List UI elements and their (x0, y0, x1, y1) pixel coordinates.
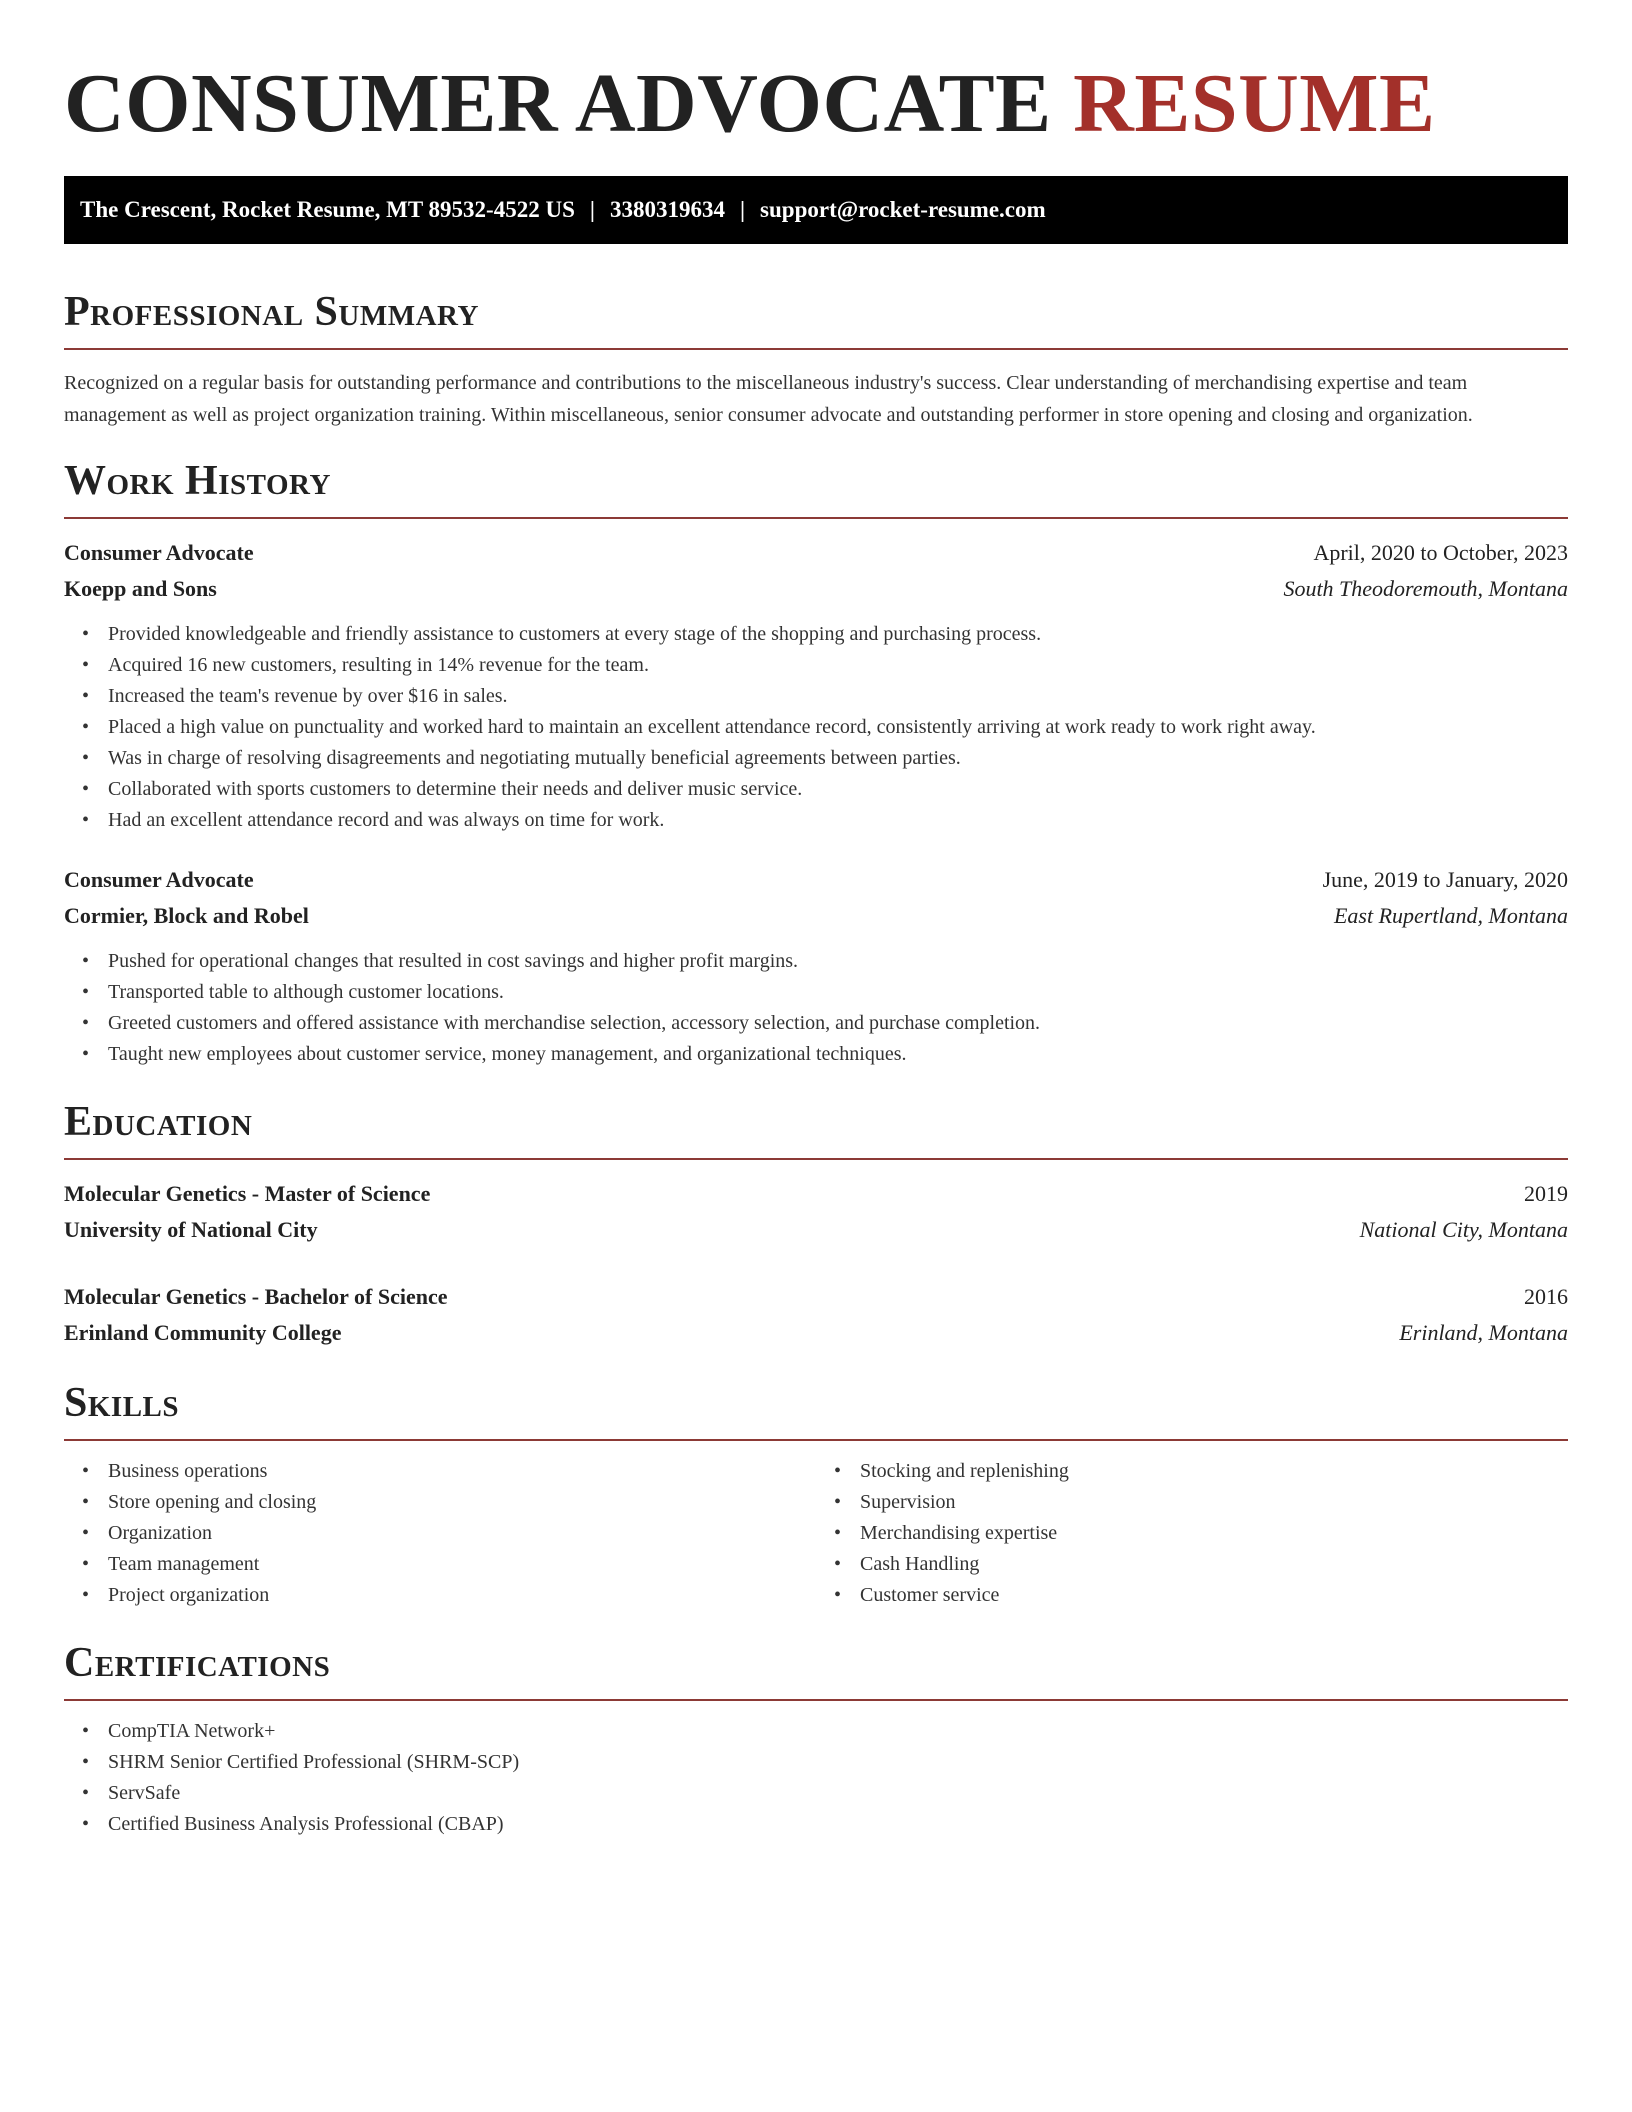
list-item: • Store opening and closing (108, 1487, 816, 1518)
list-item: • Increased the team's revenue by over $16 in sales. (108, 681, 1568, 712)
list-item: • ServSafe (108, 1778, 1568, 1809)
education-school: Erinland Community College (64, 1320, 342, 1345)
skills-heading: Skills (64, 1380, 180, 1426)
skills-section (64, 1381, 1568, 1611)
education-entry (64, 1176, 1568, 1248)
summary-text: Recognized on a regular basis for outstanding performance and contributions to the miscellaneous industry's success. Clear understanding of merchandising expertise and team management as well as project organization training. Within miscellaneous, senior consumer advocate and outstanding performer in store opening and closing and organization. (64, 372, 1473, 426)
title-accent: RESUME (1073, 57, 1436, 150)
list-item: • Had an excellent attendance record and was always on time for work. (108, 805, 1568, 836)
skills-list-left (64, 1456, 816, 1611)
resume-page (64, 0, 1568, 1840)
list-item: • Transported table to although customer locations. (108, 977, 1568, 1008)
summary-section (64, 290, 1568, 431)
contact-email: support@rocket-resume.com (760, 197, 1046, 222)
education-year: 2019 (1524, 1181, 1568, 1206)
list-item: • Stocking and replenishing (860, 1456, 1568, 1487)
education-degree-row (64, 1279, 1568, 1315)
job-duties-list (64, 619, 1568, 836)
list-item: • Acquired 16 new customers, resulting in 14% revenue for the team. (108, 650, 1568, 681)
job-title: Consumer Advocate (64, 540, 254, 565)
education-degree-row (64, 1176, 1568, 1212)
list-item: • Collaborated with sports customers to determine their needs and deliver music service. (108, 774, 1568, 805)
education-section (64, 1100, 1568, 1351)
list-item: • Supervision (860, 1487, 1568, 1518)
title-main: CONSUMER ADVOCATE (64, 57, 1052, 150)
education-year: 2016 (1524, 1284, 1568, 1309)
contact-phone: 3380319634 (609, 197, 725, 222)
job-entry (64, 535, 1568, 836)
job-location: South Theodoremouth, Montana (1283, 576, 1568, 601)
education-heading: Education (64, 1099, 253, 1145)
education-degree: Molecular Genetics - Bachelor of Science (64, 1284, 448, 1309)
section-divider (64, 517, 1568, 519)
job-company: Cormier, Block and Robel (64, 903, 309, 928)
job-dates: April, 2020 to October, 2023 (1313, 540, 1568, 565)
job-dates: June, 2019 to January, 2020 (1322, 867, 1568, 892)
section-divider (64, 1699, 1568, 1701)
contact-address: The Crescent, Rocket Resume, MT 89532-4522 US (80, 197, 575, 222)
list-item: • Greeted customers and offered assistance with merchandise selection, accessory selection, and purchase completion. (108, 1008, 1568, 1039)
education-degree: Molecular Genetics - Master of Science (64, 1181, 431, 1206)
job-location: East Rupertland, Montana (1333, 903, 1568, 928)
list-item: • Cash Handling (860, 1549, 1568, 1580)
list-item: • SHRM Senior Certified Professional (SHRM-SCP) (108, 1747, 1568, 1778)
education-location: National City, Montana (1359, 1217, 1568, 1242)
skills-list-right (816, 1456, 1568, 1611)
skills-columns (64, 1456, 1568, 1611)
job-duties-list (64, 946, 1568, 1070)
list-item: • Business operations (108, 1456, 816, 1487)
education-school-row (64, 1212, 1568, 1248)
list-item: • Organization (108, 1518, 816, 1549)
job-company-row (64, 898, 1568, 934)
list-item: • CompTIA Network+ (108, 1716, 1568, 1747)
list-item: • Pushed for operational changes that resulted in cost savings and higher profit margins. (108, 946, 1568, 977)
resume-title (64, 0, 1568, 150)
list-item: • Placed a high value on punctuality and worked hard to maintain an excellent attendance record, consistently arriving at work ready to work right away. (108, 712, 1568, 743)
certifications-list (64, 1716, 1568, 1840)
education-school-row (64, 1315, 1568, 1351)
work-history-heading: Work History (64, 458, 331, 504)
certifications-heading: Certifications (64, 1640, 331, 1686)
list-item: • Taught new employees about customer service, money management, and organizational techniques. (108, 1039, 1568, 1070)
job-company: Koepp and Sons (64, 576, 217, 601)
contact-separator: | (589, 197, 595, 222)
education-entry (64, 1279, 1568, 1351)
list-item: • Project organization (108, 1580, 816, 1611)
list-item: • Was in charge of resolving disagreements and negotiating mutually beneficial agreements between parties. (108, 743, 1568, 774)
education-location: Erinland, Montana (1399, 1320, 1568, 1345)
list-item: • Merchandising expertise (860, 1518, 1568, 1549)
section-divider (64, 1158, 1568, 1160)
job-header-row (64, 862, 1568, 898)
list-item: • Team management (108, 1549, 816, 1580)
list-item: • Customer service (860, 1580, 1568, 1611)
list-item: • Certified Business Analysis Professional (CBAP) (108, 1809, 1568, 1840)
job-title: Consumer Advocate (64, 867, 254, 892)
job-entry (64, 862, 1568, 1070)
summary-heading: Professional Summary (64, 289, 479, 335)
contact-separator: | (739, 197, 746, 222)
job-header-row (64, 535, 1568, 571)
list-item: • Provided knowledgeable and friendly assistance to customers at every stage of the shopping and purchasing process. (108, 619, 1568, 650)
work-history-section (64, 459, 1568, 1070)
certifications-section (64, 1641, 1568, 1840)
section-divider (64, 348, 1568, 350)
education-school: University of National City (64, 1217, 318, 1242)
section-divider (64, 1439, 1568, 1441)
job-company-row (64, 571, 1568, 607)
contact-bar (64, 176, 1568, 244)
